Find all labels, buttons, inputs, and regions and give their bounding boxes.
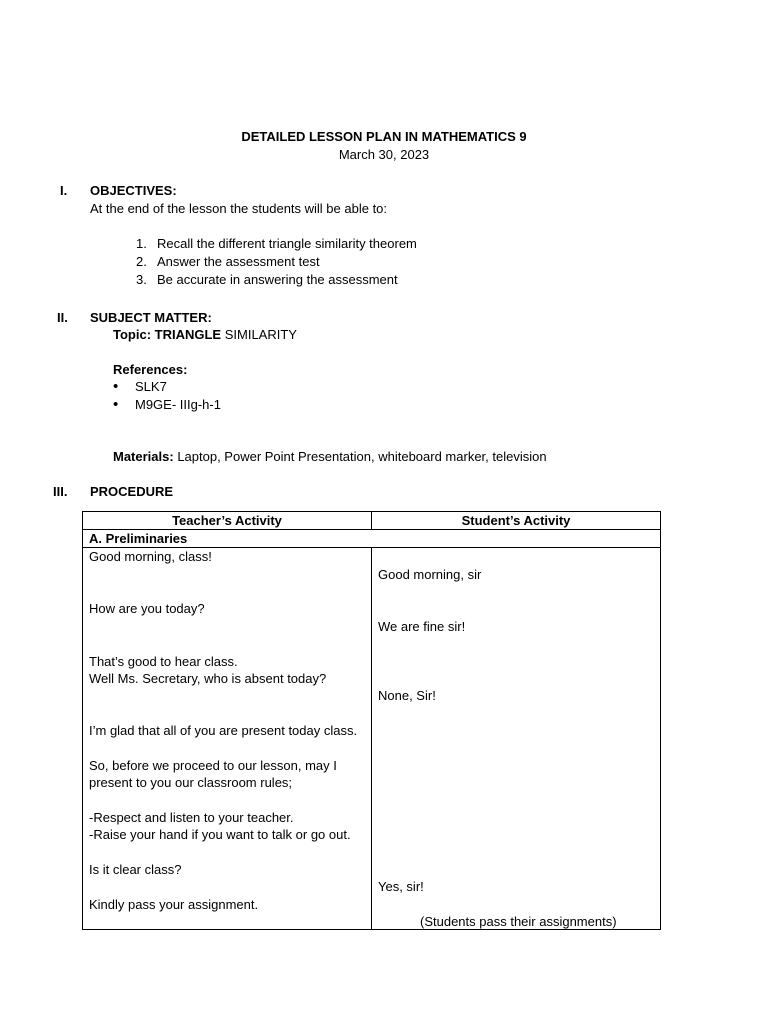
teacher-line: Is it clear class? <box>89 862 182 877</box>
objectives-intro: At the end of the lesson the students will be able to: <box>90 201 388 216</box>
procedure-table <box>82 511 661 930</box>
teacher-line: Kindly pass your assignment. <box>89 897 259 912</box>
subject-matter-heading: SUBJECT MATTER: <box>90 310 212 325</box>
student-line: None, Sir! <box>378 688 436 703</box>
teacher-line: Good morning, class! <box>89 549 212 564</box>
student-line: We are fine sir! <box>378 619 466 634</box>
teacher-activity-cell <box>83 548 372 930</box>
section-preliminaries: A. Preliminaries <box>83 530 661 548</box>
student-line: Good morning, sir <box>378 567 482 582</box>
objective-number: 2. <box>136 254 147 269</box>
document-title: DETAILED LESSON PLAN IN MATHEMATICS 9 <box>241 129 527 144</box>
materials-text: Laptop, Power Point Presentation, whiteboard marker, television <box>173 449 547 464</box>
teacher-activity-header: Teacher’s Activity <box>83 512 372 530</box>
bullet-icon: • <box>113 378 119 395</box>
materials-line <box>113 448 547 465</box>
document-date: March 30, 2023 <box>338 147 430 162</box>
topic-line <box>113 326 297 343</box>
objective-item: Be accurate in answering the assessment <box>157 272 398 287</box>
student-activity-header: Student’s Activity <box>372 512 661 530</box>
bullet-icon: • <box>113 396 119 413</box>
objective-number: 3. <box>136 272 147 287</box>
reference-item: M9GE- IIIg-h-1 <box>135 397 221 412</box>
topic-bold: TRIANGLE <box>154 327 222 342</box>
objectives-heading: OBJECTIVES: <box>90 183 177 198</box>
topic-label: Topic: <box>113 327 152 342</box>
teacher-line: present to you our classroom rules; <box>89 775 293 790</box>
teacher-line: So, before we proceed to our lesson, may I <box>89 758 337 773</box>
objective-item: Answer the assessment test <box>157 254 320 269</box>
teacher-line: I’m glad that all of you are present today class. <box>89 723 358 738</box>
reference-item: SLK7 <box>135 379 167 394</box>
objectives-numeral: I. <box>60 183 68 198</box>
topic-rest: SIMILARITY <box>221 327 297 342</box>
teacher-line: How are you today? <box>89 601 205 616</box>
teacher-line: -Raise your hand if you want to talk or go out. <box>89 827 351 842</box>
procedure-numeral: III. <box>53 484 68 499</box>
materials-label: Materials: <box>113 449 174 464</box>
objective-item: Recall the different triangle similarity theorem <box>157 236 417 251</box>
teacher-line: That’s good to hear class. <box>89 654 238 669</box>
objective-number: 1. <box>136 236 147 251</box>
procedure-heading: PROCEDURE <box>90 484 174 499</box>
student-line: Yes, sir! <box>378 879 424 894</box>
teacher-line: -Respect and listen to your teacher. <box>89 810 294 825</box>
references-label: References: <box>113 362 188 377</box>
student-line: (Students pass their assignments) <box>420 914 617 929</box>
subject-matter-numeral: II. <box>57 310 68 325</box>
teacher-line: Well Ms. Secretary, who is absent today? <box>89 671 327 686</box>
student-activity-cell <box>372 548 661 930</box>
